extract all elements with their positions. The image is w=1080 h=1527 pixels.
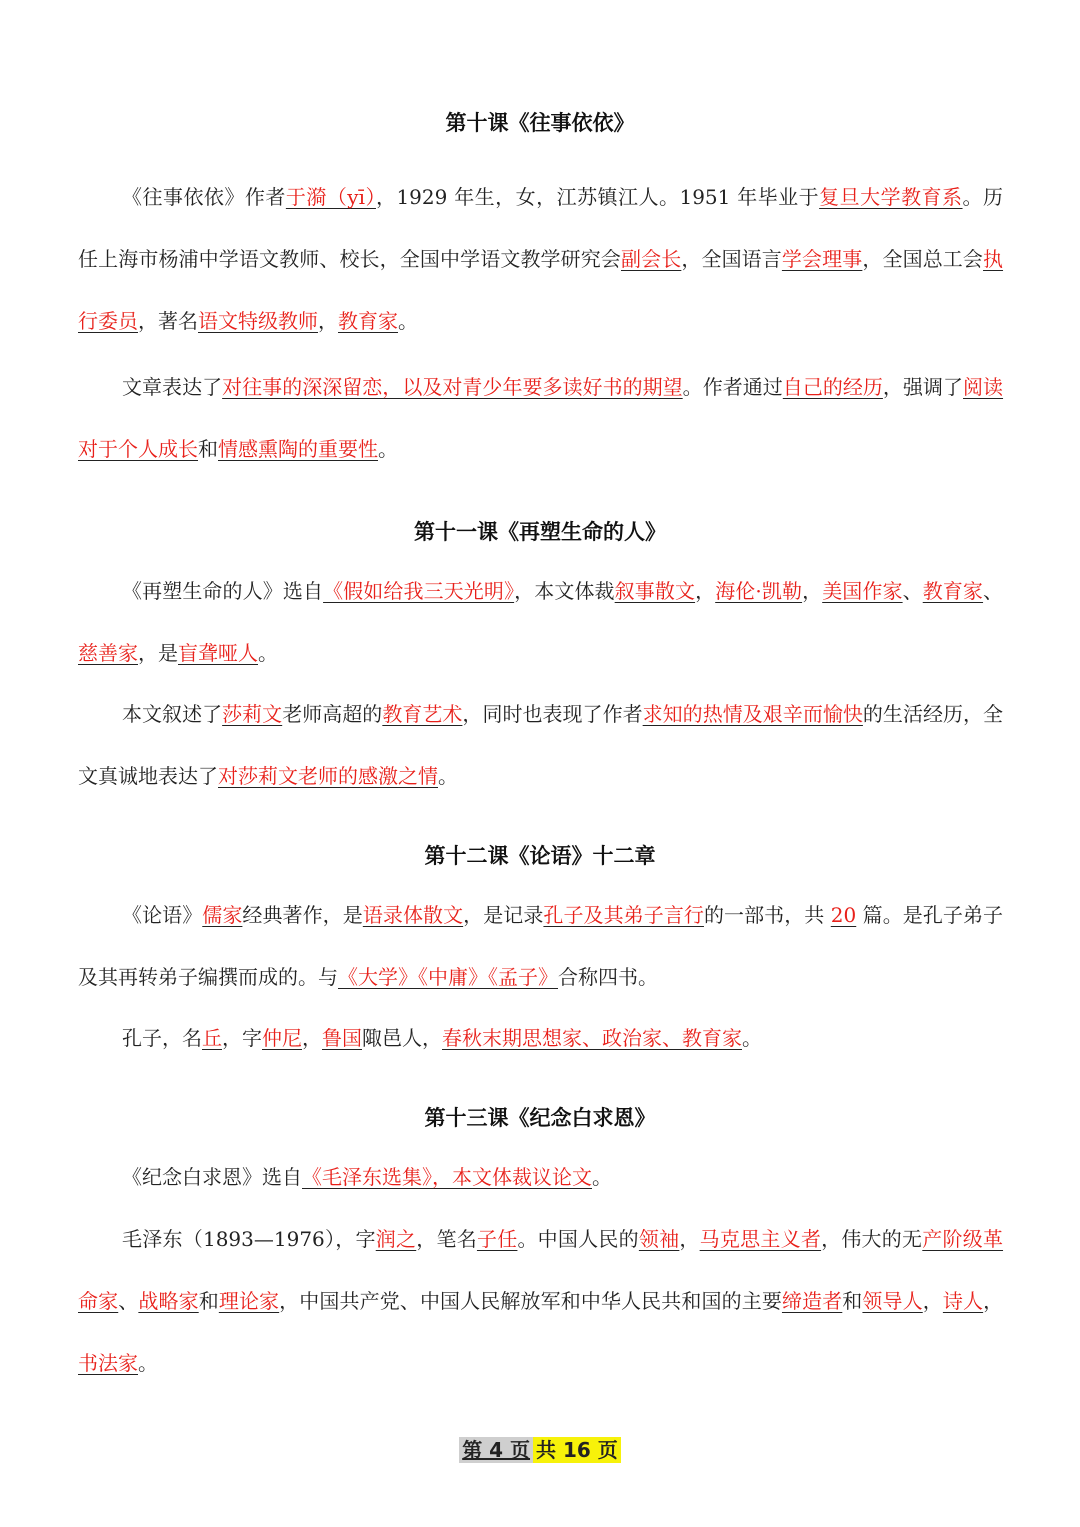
highlighted-term: 教育艺术 xyxy=(382,702,463,726)
text-run: ，1929 年生，女，江苏镇江人。1951 年毕业于 xyxy=(375,185,820,209)
highlighted-term: 春秋末期思想家、政治家、教育家 xyxy=(442,1026,742,1050)
paragraph xyxy=(78,884,1003,1008)
highlighted-term: 鲁国 xyxy=(322,1026,362,1050)
text-run: ，笔名 xyxy=(416,1227,477,1251)
text-run: 、 xyxy=(118,1289,139,1313)
highlighted-term: 于漪（yī） xyxy=(285,185,376,209)
page-footer xyxy=(0,1434,1080,1463)
text-run: 老师高超的 xyxy=(282,702,383,726)
highlighted-term: 美国作家 xyxy=(822,579,903,603)
section-title-11: 第十一课《再塑生命的人》 xyxy=(414,520,666,544)
text-run: 文章表达了 xyxy=(122,375,223,399)
text-run: 《再塑生命的人》选自 xyxy=(122,579,324,603)
highlighted-term: 《毛泽东选集》，本文体裁议论文 xyxy=(302,1165,592,1189)
text-run: 的一部书，共 xyxy=(703,903,831,927)
highlighted-term: 马克思主义者 xyxy=(699,1227,822,1251)
text-run: ，强调了 xyxy=(882,375,964,399)
text-run: 篇。是孔子弟子及其再转弟子编撰而成的。与 xyxy=(78,903,1004,989)
text-run: 、 xyxy=(983,579,1004,603)
highlighted-term: 润之 xyxy=(375,1227,417,1251)
text-run: 。 xyxy=(378,437,398,461)
text-run: ， xyxy=(983,1289,1004,1313)
paragraph xyxy=(78,683,1003,807)
highlighted-term: 孔子及其弟子言行 xyxy=(543,903,704,927)
highlighted-term: 海伦·凯勒 xyxy=(715,579,803,603)
text-run: 经典著作，是 xyxy=(242,903,363,927)
highlighted-term: 慈善家 xyxy=(78,641,138,665)
highlighted-term: 莎莉文 xyxy=(222,702,283,726)
text-run: ， xyxy=(318,309,338,333)
highlighted-term: 诗人 xyxy=(942,1289,984,1313)
highlighted-term: 副会长 xyxy=(621,247,682,271)
text-run: 《论语》 xyxy=(122,903,203,927)
paragraph xyxy=(78,1007,1003,1069)
text-run: 。 xyxy=(398,309,418,333)
highlighted-term: 《假如给我三天光明》 xyxy=(323,579,515,603)
highlighted-term: 阅读对于个人成长 xyxy=(78,375,1004,461)
text-run: 孔子，名 xyxy=(122,1026,202,1050)
highlighted-term: 战略家 xyxy=(138,1289,199,1313)
paragraph xyxy=(78,560,1003,684)
text-run: ，字 xyxy=(222,1026,262,1050)
text-run: ， xyxy=(679,1227,700,1251)
text-run: 。作者通过 xyxy=(682,375,783,399)
highlighted-term: 情感熏陶的重要性 xyxy=(218,437,378,461)
text-run: 。 xyxy=(438,764,458,788)
paragraph xyxy=(78,166,1003,352)
text-run: 和 xyxy=(198,1289,219,1313)
highlighted-term: 产阶级革命家 xyxy=(78,1227,1004,1313)
highlighted-term: 丘 xyxy=(202,1026,222,1050)
highlighted-term: 仲尼 xyxy=(262,1026,302,1050)
highlighted-term: 语录体散文 xyxy=(362,903,464,927)
text-run: 、 xyxy=(902,579,923,603)
highlighted-term: 学会理事 xyxy=(781,247,863,271)
highlighted-term: 书法家 xyxy=(78,1351,138,1375)
highlighted-term: 缔造者 xyxy=(781,1289,843,1313)
text-run: 和 xyxy=(842,1289,863,1313)
highlighted-term: 盲聋哑人 xyxy=(178,641,258,665)
text-run: 《纪念白求恩》选自 xyxy=(122,1165,302,1189)
highlighted-term: 语文特级教师 xyxy=(198,309,318,333)
text-run: 。 xyxy=(742,1026,762,1050)
highlighted-term: 领袖 xyxy=(638,1227,680,1251)
text-run: ，同时也表现了作者 xyxy=(462,702,643,726)
text-run: ，伟大的无 xyxy=(821,1227,923,1251)
highlighted-term: 子任 xyxy=(476,1227,518,1251)
highlighted-term: 自己的经历 xyxy=(782,375,883,399)
text-run: ， xyxy=(302,1026,322,1050)
page-number-total: 共 16 页 xyxy=(533,1437,621,1463)
paragraph xyxy=(78,1208,1003,1394)
text-run: ，是 xyxy=(138,641,178,665)
section-title-12: 第十二课《论语》十二章 xyxy=(424,844,656,868)
highlighted-term: 教育家 xyxy=(922,579,984,603)
highlighted-term: 领导人 xyxy=(862,1289,923,1313)
text-run: 本文叙述了 xyxy=(122,702,223,726)
section-title-10: 第十课《往事依依》 xyxy=(445,111,635,135)
text-run: ，中国共产党、中国人民解放军和中华人民共和国的主要 xyxy=(279,1289,782,1313)
highlighted-term: 教育家 xyxy=(338,309,398,333)
text-run: 的生活经历，全文真诚地表达了 xyxy=(78,702,1004,788)
highlighted-term: 对往事的深深留恋，以及对青少年要多读好书的期望 xyxy=(222,375,683,399)
text-run: ， xyxy=(802,579,823,603)
highlighted-term: 儒家 xyxy=(202,903,243,927)
text-run: 。中国人民的 xyxy=(517,1227,639,1251)
text-run: 和 xyxy=(198,437,218,461)
highlighted-term: 复旦大学教育系 xyxy=(819,185,963,209)
text-run: ，全国总工会 xyxy=(862,247,984,271)
text-run: ， xyxy=(695,579,716,603)
text-run: ，是记录 xyxy=(463,903,544,927)
text-run: 毛泽东（1893—1976），字 xyxy=(122,1227,376,1251)
highlighted-term: 20 xyxy=(830,903,857,927)
highlighted-term: 《大学》《中庸》《孟子》 xyxy=(338,965,558,989)
paragraph xyxy=(78,1146,1003,1208)
paragraph xyxy=(78,356,1003,480)
highlighted-term: 叙事散文 xyxy=(614,579,696,603)
highlighted-term: 执行委员 xyxy=(78,247,1004,333)
text-run: ， xyxy=(922,1289,943,1313)
text-run: ，全国语言 xyxy=(681,247,782,271)
text-run: 。历任上海市杨浦中学语文教师、校长，全国中学语文教学研究会 xyxy=(78,185,1004,271)
highlighted-term: 理论家 xyxy=(218,1289,280,1313)
text-run: 。 xyxy=(592,1165,612,1189)
text-run: 《往事依依》作者 xyxy=(122,185,286,209)
text-run: 合称四书。 xyxy=(558,965,658,989)
highlighted-term: 对莎莉文老师的感激之情 xyxy=(218,764,438,788)
page-number-current: 第 4 页 xyxy=(459,1437,533,1463)
text-run: ，著名 xyxy=(138,309,198,333)
text-run: 陬邑人， xyxy=(362,1026,442,1050)
text-run: 。 xyxy=(138,1351,158,1375)
text-run: 。 xyxy=(258,641,278,665)
highlighted-term: 求知的热情及艰辛而愉快 xyxy=(642,702,863,726)
text-run: ，本文体裁 xyxy=(514,579,615,603)
section-title-13: 第十三课《纪念白求恩》 xyxy=(424,1106,656,1130)
